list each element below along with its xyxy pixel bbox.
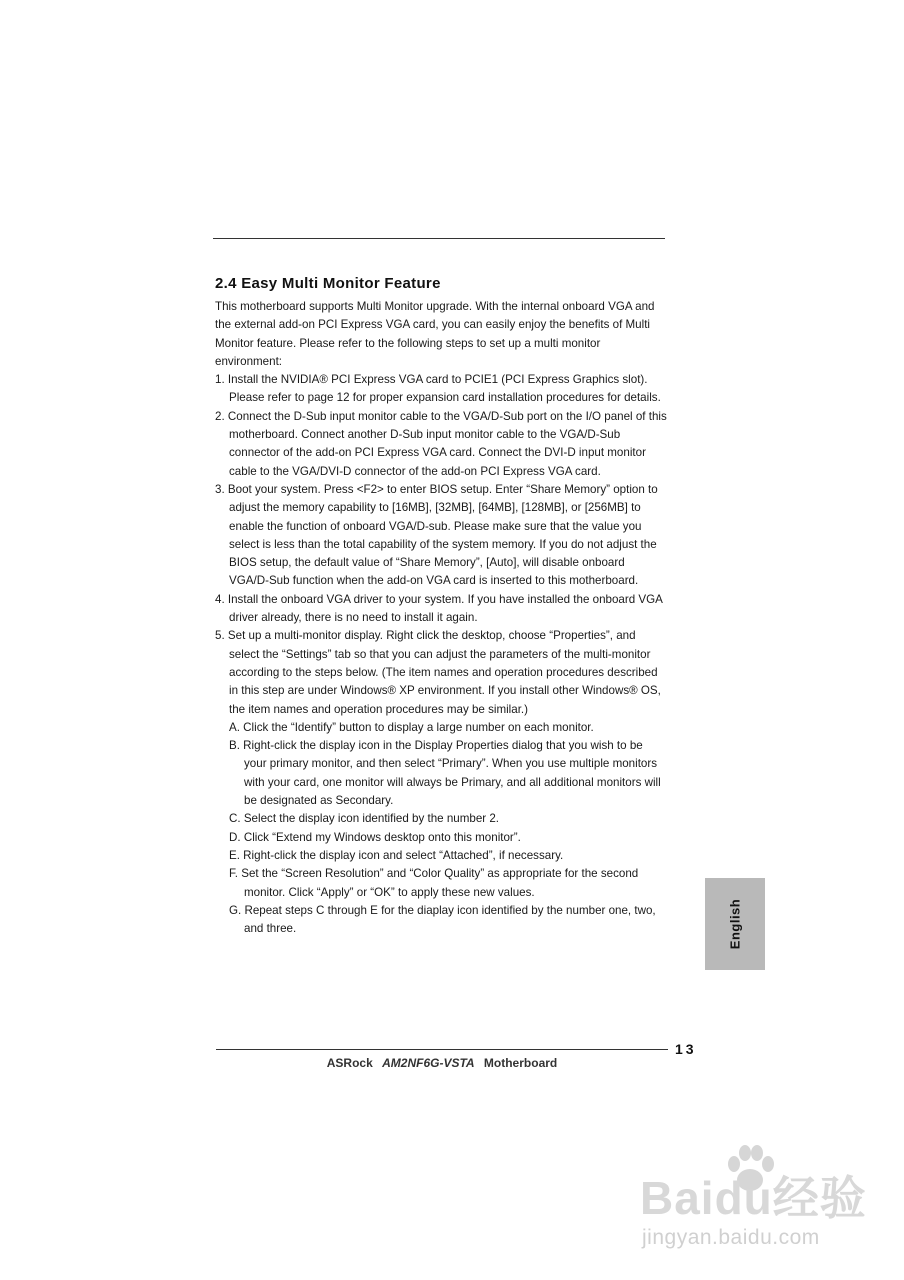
step-3: 3. Boot your system. Press <F2> to enter BIOS setup. Enter “Share Memory” option to adjust the memory capability to [16MB], [32MB], [64MB], [128MB], or [256MB] to enable the function of onboard VGA/D-sub. Please make sure that the value you select is less than the total capability of the system memory. If you do not adjust the BIOS setup, the default value of “Share Memory”, [Auto], will disable onboard VGA/D-Sub function when the add-on VGA card is inserted to this motherboard. — [215, 482, 658, 588]
language-tab-label: English — [727, 898, 743, 950]
substep-f: F. Set the “Screen Resolution” and “Color Quality” as appropriate for the second monitor. Click “Apply” or “OK” to apply these new values. — [229, 867, 639, 899]
header-rule — [213, 238, 665, 239]
substep-a: A. Click the “Identify” button to display a large number on each monitor. — [229, 720, 594, 734]
footer-model: AM2NF6G-VSTA — [382, 1056, 475, 1070]
page-content — [215, 274, 667, 938]
watermark-logo: Baidu经验 — [640, 1172, 867, 1224]
watermark — [640, 1140, 870, 1270]
language-tab — [705, 878, 765, 970]
footer-suffix: Motherboard — [483, 1056, 558, 1070]
step-4: 4. Install the onboard VGA driver to your system. If you have installed the onboard VGA driver already, there is no need to install it again. — [215, 592, 663, 625]
substep-b: B. Right-click the display icon in the Display Properties dialog that you wish to be your primary monitor, and then select “Primary”. When you use multiple monitors with your card, one monitor will always be Primary, and all additional monitors will be designated as Secondary. — [229, 739, 661, 808]
intro-paragraph: This motherboard supports Multi Monitor upgrade. With the internal onboard VGA and the external add-on PCI Express VGA card, you can easily enjoy the benefits of Multi Monitor feature. Please refer to the following steps to set up a multi monitor environment: — [215, 300, 655, 368]
substep-g: G. Repeat steps C through E for the diaplay icon identified by the number one, two, and three. — [229, 903, 656, 936]
substep-e: E. Right-click the display icon and select “Attached”, if necessary. — [229, 848, 564, 862]
footer-brand: ASRock — [326, 1056, 373, 1070]
substep-c: C. Select the display icon identified by the number 2. — [229, 812, 500, 826]
footer-rule — [216, 1049, 668, 1050]
page-number: 13 — [675, 1041, 697, 1057]
step-5: 5. Set up a multi-monitor display. Right click the desktop, choose “Properties”, and select the “Settings” tab so that you can adjust the parameters of the multi-monitor according to the steps below. (The item names and operation procedures described in this step are under Windows® XP environment. If you install other Windows® OS, the item names and operation procedures may be similar.) — [215, 629, 661, 716]
watermark-url: jingyan.baidu.com — [642, 1226, 820, 1249]
step-2: 2. Connect the D-Sub input monitor cable to the VGA/D-Sub port on the I/O panel of this motherboard. Connect another D-Sub input monitor cable to the VGA/D-Sub connector of the add-on PCI Express VGA card. Connect the DVI-D input monitor cable to the VGA/DVI-D connector of the add-on PCI Express VGA card. — [215, 409, 667, 478]
substep-d: D. Click “Extend my Windows desktop onto this monitor”. — [229, 830, 521, 844]
section-title: 2.4 Easy Multi Monitor Feature — [215, 275, 441, 292]
footer-text — [216, 1056, 668, 1070]
step-1: 1. Install the NVIDIA® PCI Express VGA card to PCIE1 (PCI Express Graphics slot). Please refer to page 12 for proper expansion card installation procedures for details. — [215, 373, 661, 405]
